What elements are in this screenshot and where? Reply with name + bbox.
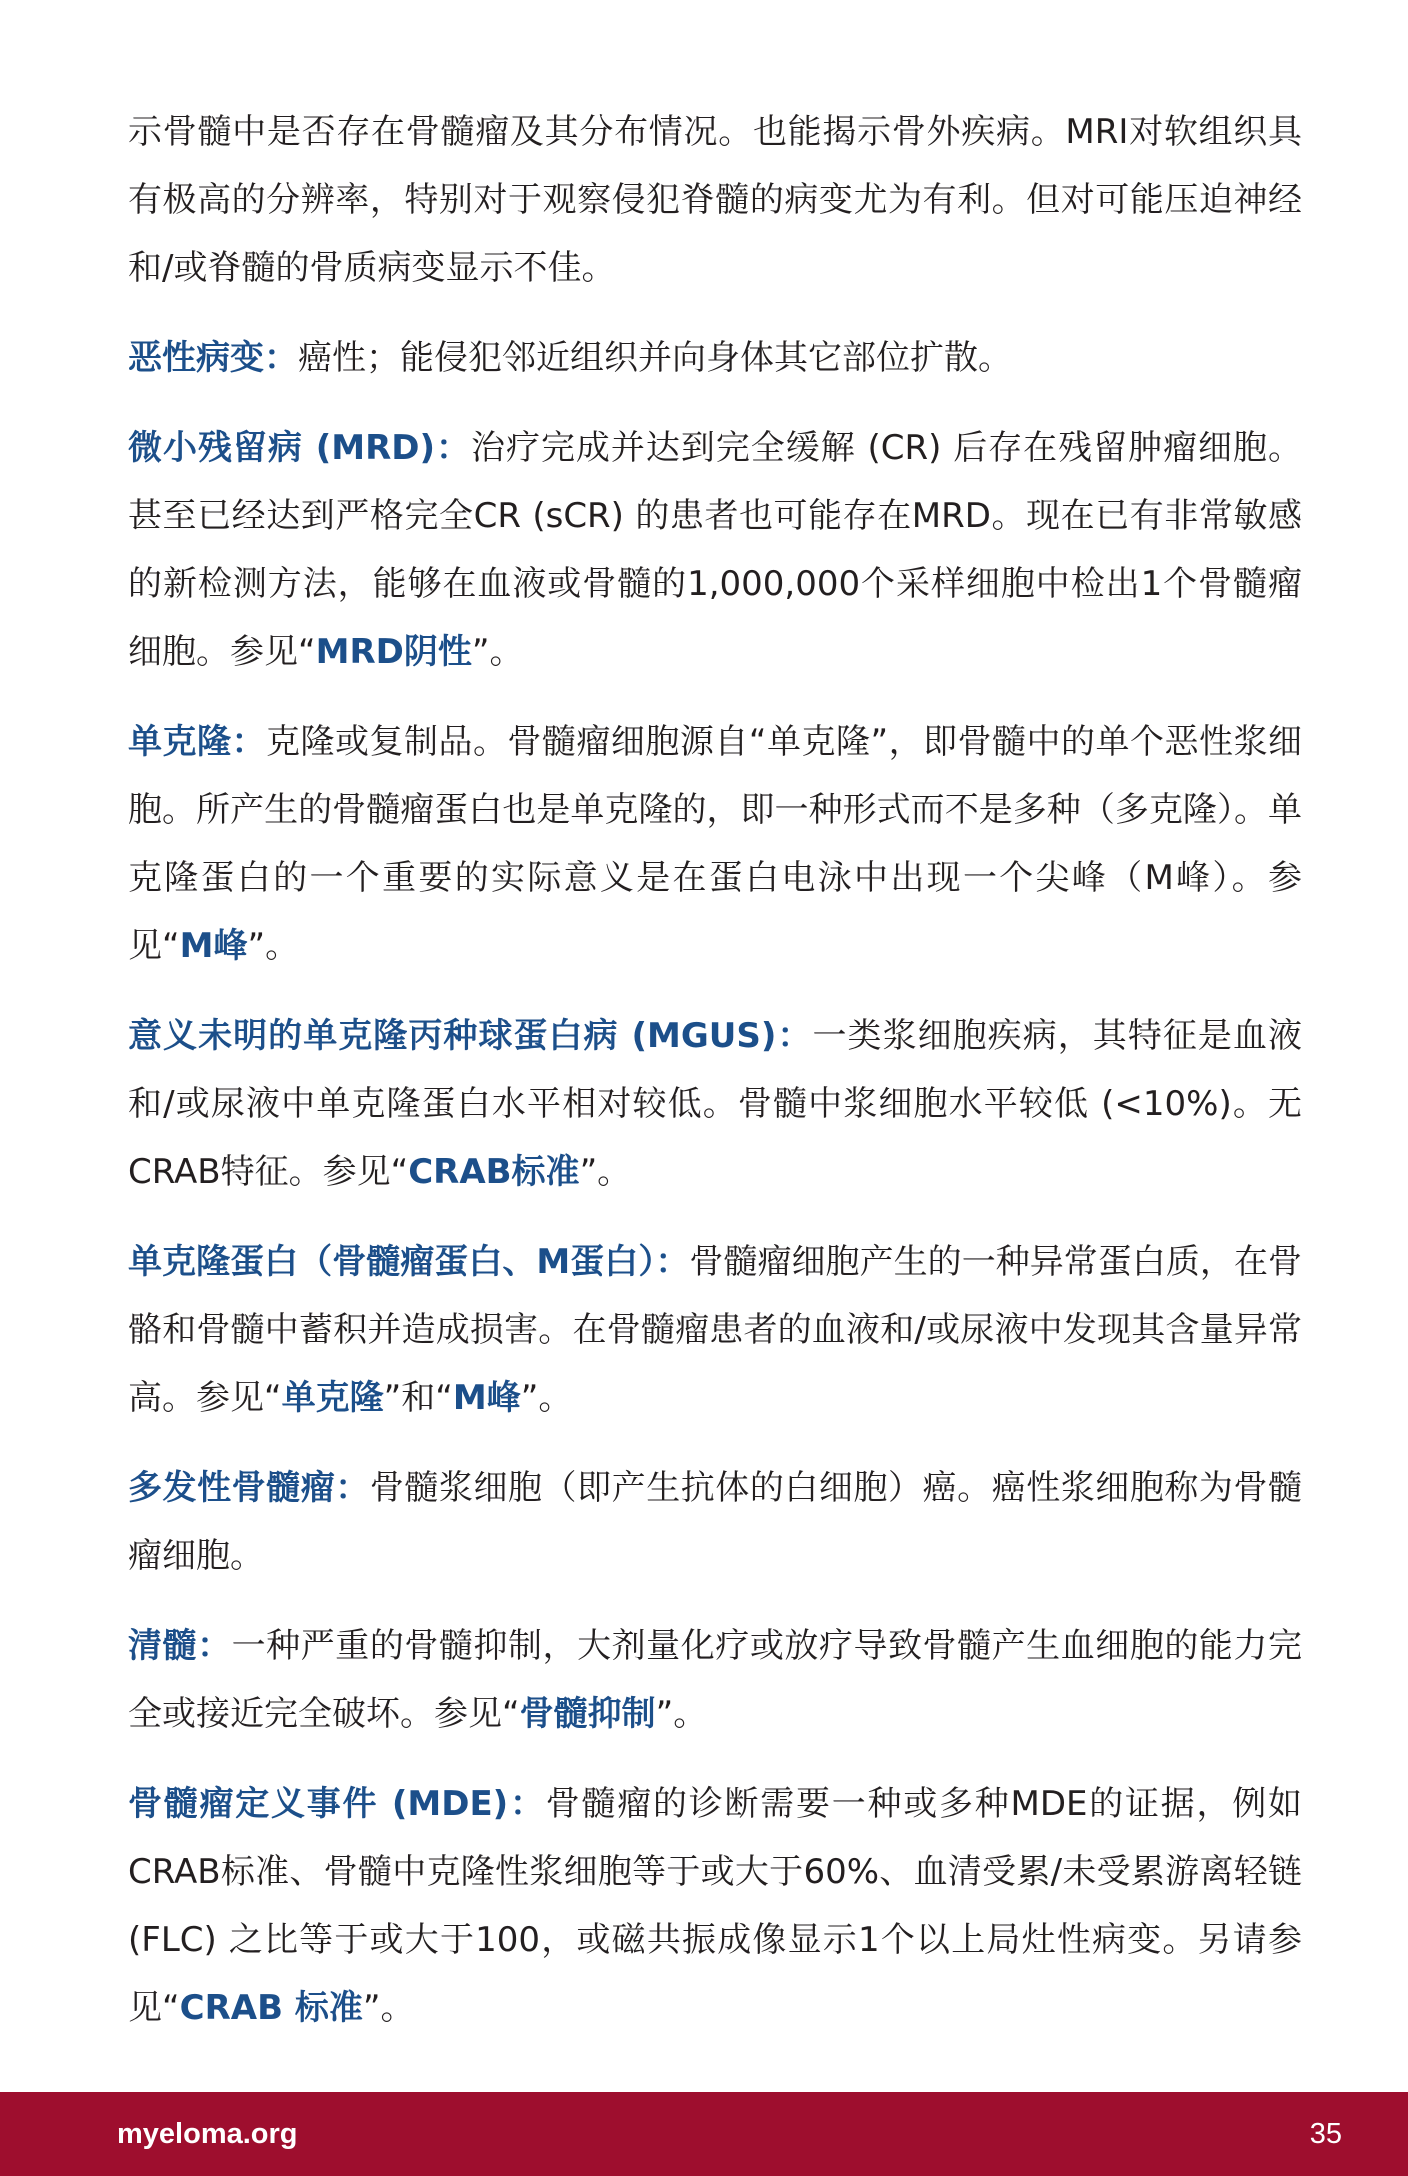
- cross-reference-link[interactable]: 单克隆: [281, 1378, 384, 1418]
- glossary-definition-end: ”。: [520, 1378, 573, 1418]
- glossary-definition: 一种严重的骨髓抑制，大剂量化疗或放疗导致骨髓产生血细胞的能力完全或接近完全破坏。参见“: [128, 1626, 1303, 1734]
- glossary-term: 意义未明的单克隆丙种球蛋白病 (MGUS)：: [128, 1016, 813, 1056]
- glossary-definition: 克隆或复制品。骨髓瘤细胞源自“单克隆”，即骨髓中的单个恶性浆细胞。所产生的骨髓瘤蛋白也是单克隆的，即一种形式而不是多种（多克隆）。单克隆蛋白的一个重要的实际意义是在蛋白电泳中出现一个尖峰（M峰）。参见“: [128, 722, 1303, 966]
- glossary-term: 微小残留病 (MRD)：: [128, 428, 471, 468]
- glossary-term: 单克隆蛋白（骨髓瘤蛋白、M蛋白）：: [128, 1242, 690, 1282]
- glossary-content: [128, 98, 1302, 2064]
- glossary-entry-malignant: [128, 324, 1302, 392]
- cross-reference-link[interactable]: CRAB 标准: [179, 1988, 363, 2028]
- glossary-definition: 骨髓瘤的诊断需要一种或多种MDE的证据，例如CRAB标准、骨髓中克隆性浆细胞等于或大于60%、血清受累/未受累游离轻链 (FLC) 之比等于或大于100，或磁共振成像显示1个以上局灶性病变。另请参见“: [128, 1784, 1302, 2028]
- glossary-entry-mde: [128, 1770, 1302, 2042]
- glossary-definition: 一类浆细胞疾病，其特征是血液和/或尿液中单克隆蛋白水平相对较低。骨髓中浆细胞水平较低 (<10%)。无CRAB特征。参见“: [128, 1016, 1302, 1192]
- glossary-term: 多发性骨髓瘤：: [128, 1468, 370, 1508]
- page-number: 35: [1309, 2118, 1342, 2150]
- glossary-definition-end: ”。: [247, 926, 300, 966]
- glossary-definition: 癌性；能侵犯邻近组织并向身体其它部位扩散。: [298, 338, 1012, 378]
- cross-reference-link[interactable]: 骨髓抑制: [519, 1694, 656, 1734]
- glossary-entry-mrd: [128, 414, 1302, 686]
- glossary-entry-monoclonal: [128, 708, 1302, 980]
- glossary-definition-end: ”。: [362, 1988, 415, 2028]
- glossary-definition: 骨髓瘤细胞产生的一种异常蛋白质，在骨骼和骨髓中蓄积并造成损害。在骨髓瘤患者的血液和/或尿液中发现其含量异常高。参见“: [128, 1242, 1302, 1418]
- glossary-definition-end: ”。: [471, 632, 524, 672]
- glossary-term: 单克隆：: [128, 722, 266, 762]
- glossary-term: 清髓：: [128, 1626, 232, 1666]
- cross-reference-link-2[interactable]: M峰: [452, 1378, 521, 1418]
- footer-website-link[interactable]: myeloma.org: [117, 2118, 298, 2150]
- footer-bar: [0, 2092, 1408, 2176]
- cross-reference-link[interactable]: MRD阴性: [315, 632, 472, 672]
- cross-reference-link[interactable]: M峰: [179, 926, 248, 966]
- cross-reference-link[interactable]: CRAB标准: [408, 1152, 580, 1192]
- glossary-paragraph-mri: [128, 98, 1302, 302]
- glossary-entry-mgus: [128, 1002, 1302, 1206]
- glossary-entry-multiple-myeloma: [128, 1454, 1302, 1590]
- glossary-definition-end: ”。: [579, 1152, 632, 1192]
- glossary-term: 骨髓瘤定义事件 (MDE)：: [128, 1784, 546, 1824]
- paragraph-text: 示骨髓中是否存在骨髓瘤及其分布情况。也能揭示骨外疾病。MRI对软组织具有极高的分辨率，特别对于观察侵犯脊髓的病变尤为有利。但对可能压迫神经和/或脊髓的骨质病变显示不佳。: [128, 112, 1302, 288]
- glossary-definition-mid: ”和“: [383, 1378, 453, 1418]
- glossary-term: 恶性病变：: [128, 338, 298, 378]
- glossary-entry-monoclonal-protein: [128, 1228, 1302, 1432]
- glossary-definition: 治疗完成并达到完全缓解 (CR) 后存在残留肿瘤细胞。甚至已经达到严格完全CR (sCR) 的患者也可能存在MRD。现在已有非常敏感的新检测方法，能够在血液或骨髓的1,000,000个采样细胞中检出1个骨髓瘤细胞。参见“: [128, 428, 1302, 672]
- glossary-entry-myeloablative: [128, 1612, 1302, 1748]
- glossary-definition-end: ”。: [655, 1694, 708, 1734]
- glossary-definition: 骨髓浆细胞（即产生抗体的白细胞）癌。癌性浆细胞称为骨髓瘤细胞。: [128, 1468, 1303, 1576]
